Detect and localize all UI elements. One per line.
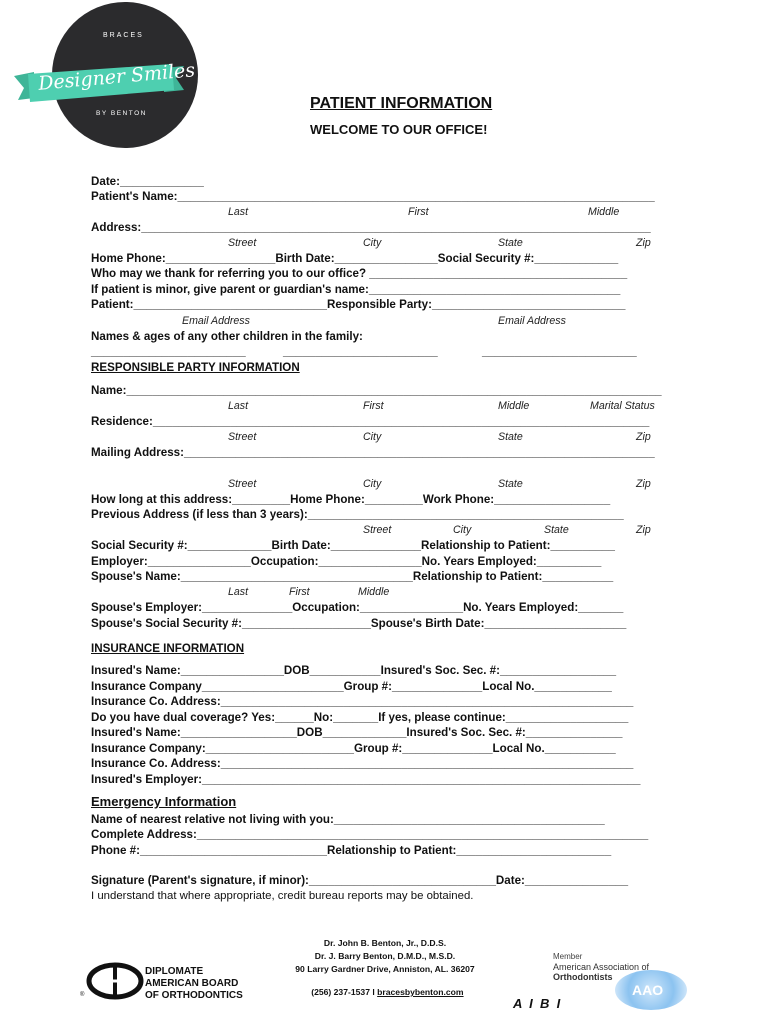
mailing-address-field[interactable]: Mailing Address:_________________________________________________________________________ xyxy=(91,446,655,459)
label-state: State xyxy=(498,237,523,249)
label-street: Street xyxy=(228,478,257,490)
label-middle: Middle xyxy=(358,586,390,598)
children-line-3[interactable]: ________________________ xyxy=(482,345,637,358)
employer-field[interactable]: Employer:________________Occupation:________________No. Years Employed:__________ xyxy=(91,555,602,568)
abo-logo-icon xyxy=(86,962,144,1000)
label-street: Street xyxy=(228,237,257,249)
label-city: City xyxy=(363,478,382,490)
label-last: Last xyxy=(228,400,249,412)
aao-member: Member xyxy=(553,952,583,961)
date-field[interactable]: Date:_____________ xyxy=(91,175,204,188)
referral-field[interactable]: Who may we thank for referring you to our office? ________________________________________ xyxy=(91,267,628,280)
label-zip: Zip xyxy=(636,524,651,536)
office-phone: (256) 237-1537 l xyxy=(311,987,378,997)
signature-field[interactable]: Signature (Parent's signature, if minor):_____________________________Date:________________ xyxy=(91,874,629,887)
label-zip: Zip xyxy=(636,237,651,249)
insurance-line[interactable]: Insured's Name:________________DOB___________Insured's Soc. Sec. #:__________________ xyxy=(91,664,617,677)
abo-line-3: OF ORTHODONTICS xyxy=(145,990,243,1001)
label-city: City xyxy=(363,431,382,443)
abo-line-2: AMERICAN BOARD xyxy=(145,978,239,989)
resp-name-field[interactable]: Name:___________________________________________________________________________________ xyxy=(91,384,662,397)
page-mark: A I B I xyxy=(513,996,561,1011)
label-last: Last xyxy=(228,586,249,598)
label-state: State xyxy=(498,478,523,490)
credit-notice: I understand that where appropriate, credit bureau reports may be obtained. xyxy=(91,890,474,902)
logo-braces-text: BRACES xyxy=(103,32,144,39)
label-email-patient: Email Address xyxy=(182,315,250,327)
office-address: 90 Larry Gardner Drive, Anniston, AL. 36207 xyxy=(295,964,475,974)
label-middle: Middle xyxy=(498,400,530,412)
label-zip: Zip xyxy=(636,431,651,443)
address-field[interactable]: Address:_______________________________________________________________________________ xyxy=(91,221,651,234)
insurance-line[interactable]: Insurance Company______________________Group #:______________Local No.____________ xyxy=(91,680,612,693)
welcome-text: WELCOME TO OUR OFFICE! xyxy=(310,122,488,137)
label-street: Street xyxy=(363,524,392,536)
logo-by-benton: BY BENTON xyxy=(96,110,147,117)
emergency-line[interactable]: Complete Address:______________________________________________________________________ xyxy=(91,828,649,841)
label-last: Last xyxy=(228,206,249,218)
label-city: City xyxy=(363,237,382,249)
previous-address-field[interactable]: Previous Address (if less than 3 years):_________________________________________________ xyxy=(91,508,624,521)
home-phone-field[interactable]: Home Phone:_________________Birth Date:________________Social Security #:_____________ xyxy=(91,252,619,265)
responsible-heading: RESPONSIBLE PARTY INFORMATION xyxy=(91,361,300,374)
abo-line-1: DIPLOMATE xyxy=(145,966,204,977)
aao-logo-text: AAO xyxy=(632,982,664,998)
doctor-2: Dr. J. Barry Benton, D.M.D., M.S.D. xyxy=(314,951,456,961)
aao-name-1: American Association of xyxy=(553,962,650,972)
label-first: First xyxy=(363,400,384,412)
label-state: State xyxy=(544,524,569,536)
emergency-line[interactable]: Phone #:_____________________________Relationship to Patient:________________________ xyxy=(91,844,612,857)
insurance-line[interactable]: Do you have dual coverage? Yes:______No:_______If yes, please continue:___________________ xyxy=(91,711,629,724)
residence-field[interactable]: Residence:_____________________________________________________________________________ xyxy=(91,415,650,428)
logo-designer-smiles: Designer Smiles xyxy=(37,59,196,95)
spouse-ssn-field[interactable]: Spouse's Social Security #:____________________Spouse's Birth Date:______________________ xyxy=(91,617,627,630)
label-city: City xyxy=(453,524,472,536)
insurance-line[interactable]: Insurance Company:_______________________Group #:______________Local No.___________ xyxy=(91,742,616,755)
aao-name-2: Orthodontists xyxy=(553,972,613,982)
insurance-heading: INSURANCE INFORMATION xyxy=(91,642,245,655)
insurance-line[interactable]: Insured's Name:__________________DOB_____________Insured's Soc. Sec. #:_______________ xyxy=(91,726,623,739)
emergency-heading: Emergency Information xyxy=(91,794,237,809)
doctor-1: Dr. John B. Benton, Jr., D.D.S. xyxy=(323,938,447,948)
office-contact xyxy=(225,977,545,997)
label-zip: Zip xyxy=(636,478,651,490)
resp-ssn-field[interactable]: Social Security #:_____________Birth Date:______________Relationship to Patient:__________ xyxy=(91,539,615,552)
label-first: First xyxy=(289,586,310,598)
emergency-line[interactable]: Name of nearest relative not living with you:__________________________________________ xyxy=(91,813,605,826)
email-field[interactable]: Patient:______________________________Responsible Party:______________________________ xyxy=(91,298,626,311)
label-email-responsible: Email Address xyxy=(498,315,566,327)
how-long-field[interactable]: How long at this address:_________Home Phone:_________Work Phone:__________________ xyxy=(91,493,611,506)
label-marital: Marital Status xyxy=(590,400,655,412)
label-middle: Middle xyxy=(588,206,620,218)
label-state: State xyxy=(498,431,523,443)
insurance-line[interactable]: Insurance Co. Address:________________________________________________________________ xyxy=(91,695,634,708)
spouse-employer-field[interactable]: Spouse's Employer:______________Occupation:________________No. Years Employed:_______ xyxy=(91,601,624,614)
children-label: Names & ages of any other children in the family: xyxy=(91,330,363,343)
children-line-1[interactable]: ________________________ xyxy=(91,345,246,358)
website-link[interactable]: bracesbybenton.com xyxy=(377,987,464,997)
spouse-name-field[interactable]: Spouse's Name:____________________________________Relationship to Patient:___________ xyxy=(91,570,614,583)
insurance-line[interactable]: Insurance Co. Address:________________________________________________________________ xyxy=(91,757,634,770)
children-line-2[interactable]: ________________________ xyxy=(283,345,438,358)
abo-registered: ® xyxy=(80,992,85,998)
guardian-field[interactable]: If patient is minor, give parent or guardian's name:_______________________________________ xyxy=(91,283,621,296)
label-street: Street xyxy=(228,431,257,443)
patient-name-field[interactable]: Patient's Name:__________________________________________________________________________ xyxy=(91,190,655,203)
page-title: PATIENT INFORMATION xyxy=(310,95,493,112)
insurance-line[interactable]: Insured's Employer:____________________________________________________________________ xyxy=(91,773,641,786)
label-first: First xyxy=(408,206,429,218)
